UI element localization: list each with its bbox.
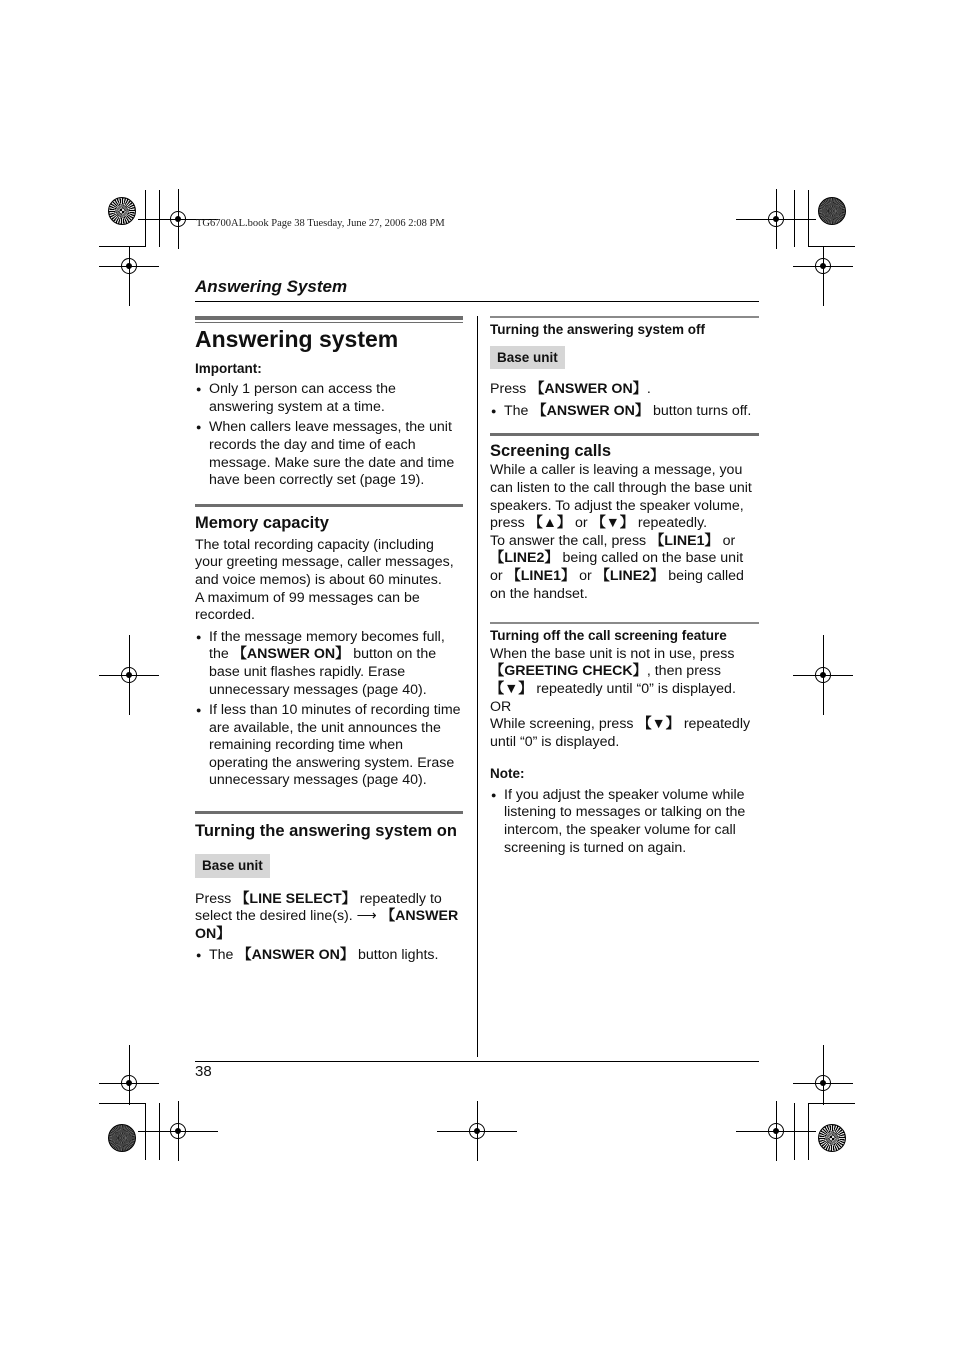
instruction: Press 【LINE SELECT】 repeatedly to select the desired line(s). ⟶ 【ANSWER ON】 (195, 890, 459, 942)
trim-line (808, 246, 855, 247)
screen-off-paragraph: While screening, press 【▼】 repeatedly until “0” is displayed. (490, 716, 751, 750)
footer-rule (195, 1061, 759, 1062)
or-text: OR (490, 698, 512, 715)
base-unit-badge: Base unit (490, 346, 565, 370)
title-bar-thin (195, 322, 463, 323)
key-greeting-check: 【GREETING CHECK】 (490, 663, 647, 680)
key-line-select: 【LINE SELECT】 (235, 890, 356, 907)
list-item: ● If you adjust the speaker volume while listening to messages or talking on the intercom, the speaker volume for call screening is turned on again. (490, 787, 759, 857)
list-item: ● The 【ANSWER ON】 button turns off. (490, 403, 759, 421)
memory-paragraph: The total recording capacity (including your greeting message, caller messages, and voice memos) is about 60 minutes. (195, 536, 454, 588)
key-line1: 【LINE1】 (506, 567, 576, 584)
key-answer-on: 【ANSWER ON】 (237, 947, 355, 964)
registration-starburst (818, 1124, 846, 1152)
list-item: ● If less than 10 minutes of recording time are available, the unit announces the remaining recording time when operating the answering system. Erase unnecessary messages (page 40). (195, 702, 463, 790)
subsection-heading-screen-off: Turning off the call screening feature (490, 628, 727, 644)
arrow-icon: ⟶ (356, 908, 377, 925)
running-header: Answering System (195, 277, 348, 296)
key-down: 【▼】 (637, 716, 680, 733)
section-bar (195, 811, 463, 814)
list-item: ● When callers leave messages, the unit records the day and time of each message. Make sure the date and time have been correctly set (page 19). (195, 419, 463, 489)
key-up: 【▲】 (528, 515, 572, 532)
registration-starburst (108, 1124, 136, 1152)
turn-on-list (195, 947, 463, 965)
instruction: Press 【ANSWER ON】. (490, 381, 651, 398)
list-item: ● If the message memory becomes full, the 【ANSWER ON】 button on the base unit flashes rapidly. Erase unnecessary messages (page 40). (195, 629, 463, 699)
section-bar (490, 433, 759, 436)
section-heading-screening: Screening calls (490, 442, 612, 461)
memory-paragraph: A maximum of 99 messages can be recorded. (195, 589, 420, 624)
section-bar (195, 504, 463, 507)
trim-line (99, 1103, 146, 1104)
memory-list (195, 629, 463, 790)
key-answer-on: 【ANSWER ON】 (530, 381, 647, 398)
right-column (490, 316, 759, 860)
note-label: Note: (490, 766, 525, 782)
key-answer-on: 【ANSWER ON】 (232, 646, 350, 663)
key-down: 【▼】 (591, 515, 634, 532)
key-line1: 【LINE1】 (650, 532, 719, 549)
important-label: Important: (195, 360, 262, 376)
registration-starburst (818, 197, 846, 225)
subsection-heading-turn-off: Turning the answering system off (490, 322, 706, 337)
print-info: TG6700AL.book Page 38 Tuesday, June 27, 2006 2:08 PM (196, 218, 445, 229)
key-line2: 【LINE2】 (595, 567, 665, 584)
note-list (490, 787, 759, 857)
screening-paragraph: To answer the call, press 【LINE1】 or 【LINE2】 being called on the base unit or 【LINE1】 or 【LINE2】 being called on the handset. (490, 532, 744, 602)
screening-paragraph: While a caller is leaving a message, you can listen to the call through the base unit speakers. To adjust the speaker volume, press 【▲】 or 【▼】 repeatedly. (490, 462, 752, 532)
column-divider (477, 316, 478, 1057)
subsection-bar (490, 316, 759, 318)
title-bar (195, 316, 463, 320)
turn-off-list (490, 403, 759, 421)
key-down: 【▼】 (490, 680, 533, 697)
section-heading-turn-on: Turning the answering system on (195, 822, 457, 841)
trim-line (808, 1103, 855, 1104)
list-item: ● The 【ANSWER ON】 button lights. (195, 947, 463, 965)
key-answer-on: 【ANSWER ON】 (532, 402, 650, 419)
registration-starburst (108, 197, 136, 225)
left-column (195, 316, 463, 968)
important-list (195, 381, 463, 490)
screen-off-paragraph: When the base unit is not in use, press 【GREETING CHECK】, then press 【▼】 repeatedly until “0” is displayed. (490, 645, 736, 697)
list-item: ● Only 1 person can access the answering system at a time. (195, 381, 463, 416)
page-number: 38 (195, 1063, 212, 1080)
key-line2: 【LINE2】 (490, 550, 559, 567)
base-unit-badge: Base unit (195, 854, 270, 878)
subsection-bar (490, 622, 759, 624)
page-title: Answering system (195, 326, 399, 352)
trim-line (99, 246, 146, 247)
section-heading-memory: Memory capacity (195, 513, 329, 532)
key-answer-on: 【ANSWER ON】 (195, 908, 459, 942)
header-rule (195, 301, 759, 302)
